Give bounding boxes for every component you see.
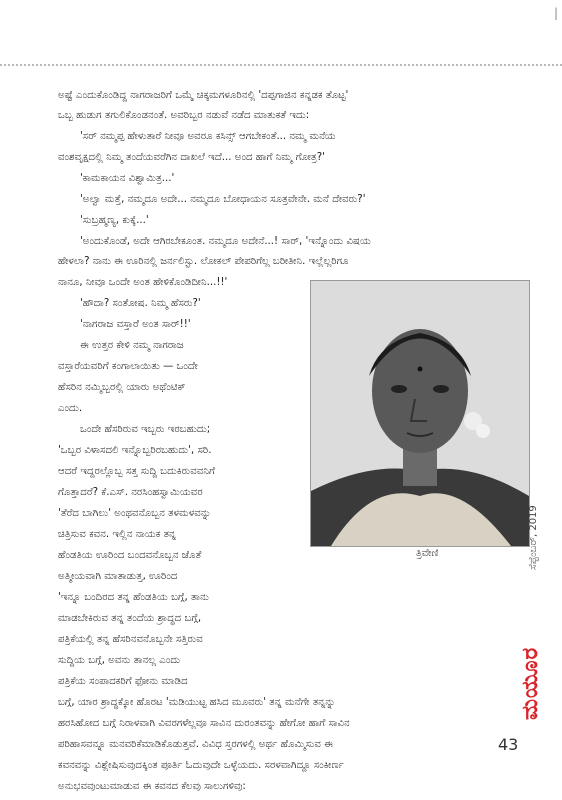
top-dotted-divider bbox=[0, 64, 562, 66]
body-line: ಪತ್ರಿಕೆಯ ಸಂಪಾದಕರಿಗೆ ಫೋನು ಮಾಡಿದ bbox=[58, 676, 188, 687]
body-line: ಆದರೆ ಇದ್ದರಲ್ಲೊಬ್ಬ ಸತ್ತ ಸುದ್ದಿ ಬದುಕಿರುವವನಿಗೆ bbox=[58, 466, 215, 477]
body-line: ಮಾಡಬೇಕಿರುವ ತನ್ನ ತಂದೆಯ ಶ್ರಾದ್ಧದ ಬಗ್ಗೆ, bbox=[58, 613, 202, 624]
body-line: ಈ ಉತ್ತರ ಕೇಳಿ ನಮ್ಮ ನಾಗರಾಜ bbox=[80, 340, 184, 351]
body-line: ಪತ್ರಿಕೆಯಲ್ಲಿ ತನ್ನ ಹೆಸರಿನವನೊಬ್ಬನೇ ಸತ್ತಿರುವ bbox=[58, 634, 203, 645]
body-line: 'ಅಲ್ವಾ ಮತ್ತೆ, ನಮ್ಮದೂ ಅದೇ... ನಮ್ಮದೂ ಬೋಧಾಯನ ಸೂತ್ರವೇನೇ. ಮನೆ ದೇವರು?' bbox=[80, 194, 366, 205]
body-line: ಚಿತ್ರಿಸುವ ಕವನ. ಇಲ್ಲಿನ ನಾಯಕ ತನ್ನ bbox=[58, 529, 177, 540]
body-line: 'ಸುಬ್ರಹ್ಮಣ್ಯ, ಕುಕ್ಕೆ...' bbox=[80, 215, 149, 226]
magazine-logo: ಮಯೂರ bbox=[518, 646, 543, 720]
body-line: 'ಇನ್ನೂ ಬಂದಿರದ ತನ್ನ ಹೆಂಡತಿಯ ಬಗ್ಗೆ, ತಾನು bbox=[58, 592, 209, 603]
portrait-photo bbox=[310, 280, 530, 547]
body-line: ವಂಶವೃಕ್ಷದಲ್ಲಿ ನಿಮ್ಮ ತಂದೆಯವರೆಗಿನ ದಾಖಲೆ ಇದೆ... ಅಂದ ಹಾಗೆ ನಿಮ್ಮ ಗೋತ್ರ?' bbox=[58, 152, 325, 163]
body-line: 'ನಾಗರಾಜ ವಸ್ತಾರೆ ಅಂತ ಸಾರ್!!' bbox=[80, 319, 191, 330]
body-line: ಗೊತ್ತಾದರೆ? ಕೆ.ಎಸ್. ನರಸಿಂಹಸ್ವಾಮಿಯವರ bbox=[58, 487, 203, 498]
body-line: 'ಕಾಮಕಾಯನ ವಿಶ್ವಾಮಿತ್ರ...' bbox=[80, 173, 175, 184]
page-number: 43 bbox=[498, 735, 519, 754]
body-line: ಹೆಂಡತಿಯ ಊರಿಂದ ಬಂದವನೊಬ್ಬನ ಜೊತೆ bbox=[58, 550, 202, 561]
body-line: 'ತೆರೆದ ಬಾಗಿಲು' ಅಂಥವನೊಬ್ಬನ ತಳಮಳವನ್ನು bbox=[58, 508, 212, 519]
body-line: ಅಷ್ಟೆ ಎಂದುಕೊಂಡಿದ್ದ ನಾಗರಾಜರಿಗೆ ಒಮ್ಮೆ ಚಿಕ್ಕಮಗಳೂರಿನಲ್ಲಿ 'ದಪ್ಪಗಾಜಿನ ಕನ್ನಡಕ ತೊಟ್ಟ' bbox=[58, 90, 349, 101]
body-line: 'ಸರ್ ನಮ್ಮಪ್ಪ ಹೇಳುತಾರೆ ನೀವೂ ಅವರೂ ಕಸಿನ್ಸ್ ಆಗಬೇಕಂತೆ... ನಮ್ಮ ಮನೆಯ bbox=[80, 131, 336, 142]
body-line: 'ಹೌದಾ? ಸಂತೋಷ. ನಿಮ್ಮ ಹೆಸರು?' bbox=[80, 298, 201, 309]
body-line: ಪರಿಹಾಸವನ್ನೂ ಮನವರಿಕೆಮಾಡಿಕೊಡುತ್ತವೆ. ವಿವಿಧ ಸ್ತರಗಳಲ್ಲಿ ಅರ್ಥ ಹೊಮ್ಮಿಸುವ ಈ bbox=[58, 739, 333, 750]
body-line: ನಾನೂ, ನೀವೂ ಒಂದೇ ಅಂತ ಹೇಳಿಕೊಂಡಿದೀನಿ...!!' bbox=[58, 277, 228, 288]
body-line: ಒಬ್ಬ ಹುಡುಗ ತಗುಲಿಕೊಂಡನಂತೆ. ಅವರಿಬ್ಬರ ನಡುವೆ ನಡೆದ ಮಾತುಕತೆ ಇದು: bbox=[58, 110, 310, 121]
body-line: ಅನುಭವವುಂಟುಮಾಡುವ ಈ ಕವನದ ಕೆಲವು ಸಾಲುಗಳಿವು: bbox=[58, 781, 246, 792]
body-line: 'ಒಬ್ಬರ ವಿಳಾಸದಲಿ ಇನ್ನೊಬ್ಬರಿರಬಹುದು', ಸರಿ. bbox=[58, 445, 212, 456]
body-line: ಬಗ್ಗೆ, ಯಾರ ಶ್ರಾದ್ಧಕ್ಕೋ ಹೊರಟ 'ಮಡಿಯುಟ್ಟ ಹಸಿದ ಮೂವರು' ತನ್ನ ಮನೆಗೇ ತನ್ನನ್ನು bbox=[58, 697, 336, 708]
body-line: ಅತ್ಮೀಯವಾಗಿ ಮಾತಾಡುತ್ತ, ಊರಿಂದ bbox=[58, 571, 178, 582]
body-line: 'ಅಂದುಕೊಂಡೆ, ಅದೇ ಆಗಿರಬೇಕೂಂತ. ನಮ್ಮದೂ ಅದೇನೆ...! ಸಾರ್, 'ಇನ್ನೊಂದು ವಿಷಯ bbox=[80, 236, 371, 247]
photo-caption: ತ್ರಿವೇಣಿ bbox=[416, 548, 439, 559]
body-line: ಎಂದು. bbox=[58, 403, 83, 414]
body-line: ಕವನವನ್ನು ವಿಶ್ಲೇಷಿಸುವುದಕ್ಕಿಂತ ಪೂರ್ತಿ ಓದುವುದೇ ಒಳ್ಳೆಯದು. ಸರಳವಾಗಿದ್ದೂ ಸಂಕೀರ್ಣ bbox=[58, 760, 344, 771]
body-line: ಹೆಸರಿನ ನಮ್ಮಿಬ್ಬರಲ್ಲಿ ಯಾರು ಅಥೆಂಟಿಕ್ bbox=[58, 382, 186, 393]
body-line: ಹೇಳಲಾ? ನಾನು ಈ ಊರಿನಲ್ಲಿ ಜರ್ನಲಿಸ್ಟು. ಲೋಕಲ್ ಪೇಪರಿಗೆಲ್ಲ ಬರೀತೀನಿ. ಇಲ್ಲೆಲ್ಲರಿಗೂ bbox=[58, 256, 349, 267]
body-line: ಹರಸಿಹೋದ ಬಗ್ಗೆ ನಿರಾಳವಾಗಿ ವಿವರಗಳೆಲ್ಲವೂ ಸಾವಿನ ದುರಂತವನ್ನು ಹೇಗೋ ಹಾಗೆ ಸಾವಿನ bbox=[58, 718, 350, 729]
body-line: ಸುದ್ದಿಯ ಬಗ್ಗೆ, ಅವನು ತಾನಲ್ಲ ಎಂದು bbox=[58, 655, 181, 666]
body-line: ವಸ್ತಾರೆಯವರಿಗೆ ಕಂಗಾಲಾಯಿತು — ಒಂದೇ bbox=[58, 361, 198, 372]
body-line: ಒಂದೇ ಹೆಸರಿರುವ ಇಬ್ಬರು ಇರಬಹುದು; bbox=[80, 424, 211, 435]
corner-mark: | bbox=[553, 6, 558, 20]
issue-date: ಸೆಪ್ಟೆಂಬರ್, 2019 bbox=[528, 505, 539, 570]
